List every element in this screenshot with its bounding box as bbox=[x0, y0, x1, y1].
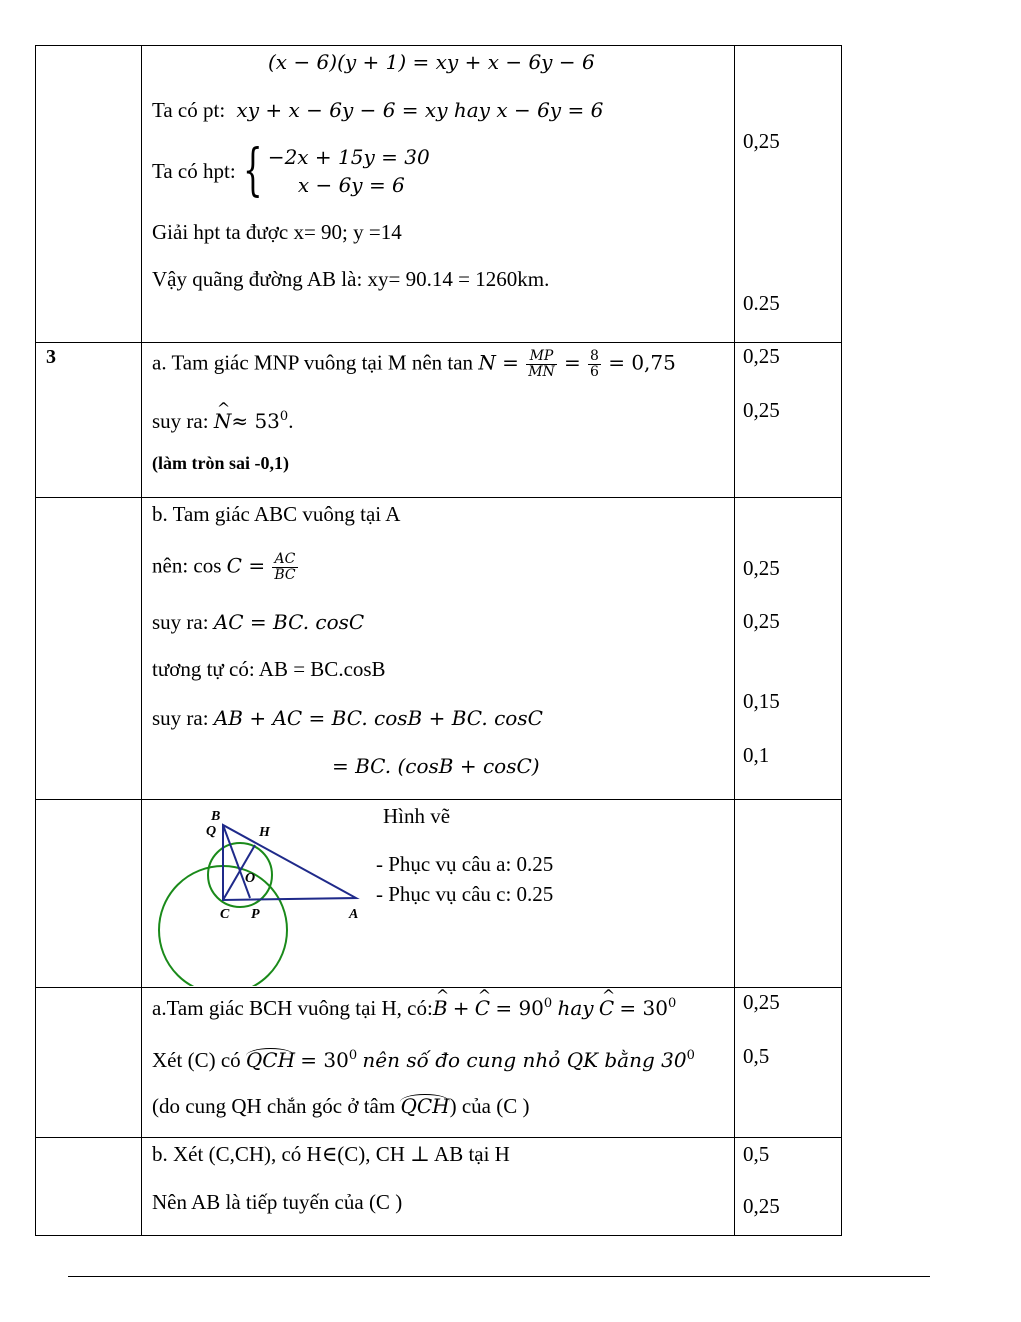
label-q: Q bbox=[206, 824, 217, 839]
small-circle bbox=[208, 843, 272, 907]
solution-cell bbox=[142, 1138, 735, 1236]
question-number-cell bbox=[36, 1138, 142, 1236]
score: 0,25 bbox=[743, 398, 780, 422]
footer-divider bbox=[68, 1276, 930, 1277]
solve-result: Giải hpt ta được x= 90; y =14 bbox=[152, 220, 402, 244]
brace-icon: { bbox=[242, 138, 263, 203]
segment-cq bbox=[223, 876, 237, 900]
question-number-cell bbox=[36, 46, 142, 343]
arc-reason-line: (do cung QH chắn góc ở tâm QCH) của (C ) bbox=[152, 1094, 530, 1118]
question-number-cell bbox=[36, 988, 142, 1138]
figure-title: Hình vẽ bbox=[383, 804, 451, 828]
label-o: O bbox=[245, 871, 256, 886]
label-h: H bbox=[259, 825, 270, 840]
label-p: P bbox=[251, 907, 260, 922]
equation-expand: (x − 6)(y + 1) = xy + x − 6y − 6 bbox=[268, 50, 595, 74]
score: 0,1 bbox=[743, 743, 770, 767]
label-a: A bbox=[349, 907, 359, 922]
solution-cell bbox=[142, 343, 735, 498]
distance-conclusion: Vậy quãng đường AB là: xy= 90.14 = 1260km. bbox=[152, 267, 550, 291]
score-cell bbox=[735, 498, 842, 800]
arc-measure-line: Xét (C) có QCH = $30^0$ nên số đo cung nhỏ QK bằng $30^0$ bbox=[152, 1048, 695, 1072]
rounding-note: (làm tròn sai -0,1) bbox=[152, 453, 289, 473]
score: 0,25 bbox=[743, 344, 780, 368]
score: 0,25 bbox=[743, 556, 780, 580]
score: 0,25 bbox=[743, 609, 780, 633]
score: 0,5 bbox=[743, 1142, 770, 1166]
solution-cell bbox=[142, 498, 735, 800]
solution-cell bbox=[142, 988, 735, 1138]
tan-line: a. Tam giác MNP vuông tại M nên tan N = $\frac{MP}{MN}$ = $\frac{8}{6}$ = 0,75 bbox=[152, 348, 676, 380]
solution-cell bbox=[142, 46, 735, 343]
score-cell bbox=[735, 800, 842, 988]
ac-line: suy ra: AC = BC. cosC bbox=[152, 610, 365, 634]
question-number-cell bbox=[36, 498, 142, 800]
table-row bbox=[36, 988, 842, 1138]
tangent-conclusion: Nên AB là tiếp tuyến của (C ) bbox=[152, 1190, 403, 1214]
table-row bbox=[36, 800, 842, 988]
table-row bbox=[36, 46, 842, 343]
label-b: B bbox=[211, 809, 221, 824]
score-cell bbox=[735, 1138, 842, 1236]
table-row bbox=[36, 343, 842, 498]
sum-line: suy ra: AB + AC = BC. cosB + BC. cosC bbox=[152, 706, 543, 730]
score-cell bbox=[735, 46, 842, 343]
table-row bbox=[36, 1138, 842, 1236]
triangle-bca bbox=[223, 825, 356, 900]
score-cell bbox=[735, 343, 842, 498]
figure-cell bbox=[142, 800, 735, 988]
label-c: C bbox=[220, 907, 230, 922]
angle-line: suy ra: ^ $N\approx 53^0$. bbox=[152, 405, 293, 433]
system-line: Ta có hpt: { −2x + 15y = 30 x − 6y = 6 bbox=[152, 138, 430, 203]
score: 0,5 bbox=[743, 1044, 770, 1068]
score: 0.25 bbox=[743, 291, 780, 315]
figure-note-a: - Phục vụ câu a: 0.25 bbox=[376, 852, 554, 876]
score: 0,25 bbox=[743, 990, 780, 1014]
equation-line: Ta có pt: xy + x − 6y − 6 = xy hay x − 6y = 6 bbox=[152, 98, 604, 122]
question-number-cell: 3 bbox=[36, 343, 142, 498]
table-row bbox=[36, 498, 842, 800]
score: 0,25 bbox=[743, 1194, 780, 1218]
score-cell bbox=[735, 988, 842, 1138]
tangent-condition: b. Xét (C,CH), có H∈(C), CH ⊥ AB tại H bbox=[152, 1142, 510, 1166]
equation-system: −2x + 15y = 30 x − 6y = 6 bbox=[267, 145, 430, 197]
score: 0,15 bbox=[743, 689, 780, 713]
figure-note-c: - Phục vụ câu c: 0.25 bbox=[376, 882, 554, 906]
answer-table bbox=[35, 45, 842, 1236]
cos-line: nên: cos C = $\frac{AC}{BC}$ bbox=[152, 551, 296, 583]
question-number-cell bbox=[36, 800, 142, 988]
geometry-figure bbox=[156, 806, 376, 986]
angle-sum-line: a.Tam giác BCH vuông tại H, có:^ B + ^ $C = 90^0$ hay ^ $C = 30^0$ bbox=[152, 992, 676, 1020]
score: 0,25 bbox=[743, 129, 780, 153]
factor-line: = BC. (cosB + cosC) bbox=[332, 754, 540, 778]
triangle-statement: b. Tam giác ABC vuông tại A bbox=[152, 502, 401, 526]
ab-line: tương tự có: AB = BC.cosB bbox=[152, 657, 386, 681]
